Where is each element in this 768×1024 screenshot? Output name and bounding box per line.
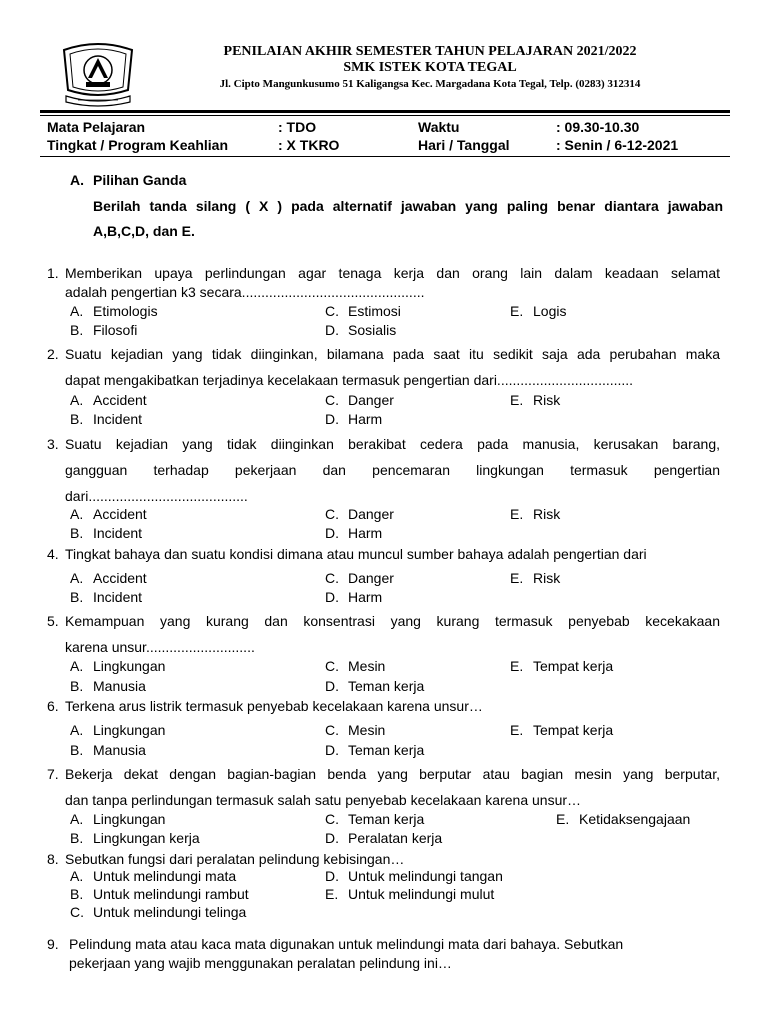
question-text-line: pekerjaan yang wajib menggunakan peralatan pelindung ini… — [69, 955, 452, 971]
option-b: B. Filosofi — [70, 322, 138, 338]
school-address: Jl. Cipto Mangunkusumo 51 Kaligangsa Kec. Margadana Kota Tegal, Telp. (0283) 312314 — [219, 78, 641, 90]
question-text-line: karena unsur............................ — [65, 639, 255, 655]
school-name: SMK ISTEK KOTA TEGAL — [343, 60, 517, 75]
time-value: : 09.30-10.30 — [556, 119, 640, 135]
question-7 — [47, 761, 720, 813]
option-b: B. Incident — [70, 589, 143, 605]
option-b: B. Incident — [70, 411, 143, 427]
question-text-line: adalah pengertian k3 secara............................................... — [65, 284, 425, 300]
option-c: C. Teman kerja — [325, 811, 425, 827]
option-b: B. Lingkungan kerja — [70, 830, 200, 846]
option-a: A. Accident — [70, 506, 147, 522]
section-title: Pilihan Ganda — [93, 172, 187, 188]
question-text-line: Memberikan upaya perlindungan agar tenaga kerja dan orang lain dalam keadaan selamat — [65, 265, 720, 281]
option-c: C. Mesin — [325, 722, 386, 738]
question-text-line: dapat mengakibatkan terjadinya kecelakaan termasuk pengertian dari................................... — [65, 372, 634, 388]
option-b: B. Untuk melindungi rambut — [70, 886, 249, 902]
question-3 — [47, 431, 720, 509]
option-b: B. Incident — [70, 525, 143, 541]
question-number: 9. — [47, 936, 59, 952]
time-label: Waktu — [418, 119, 460, 135]
question-text-line: gangguan terhadap pekerjaan dan pencemaran lingkungan termasuk pengertian — [65, 462, 720, 478]
level-value: : X TKRO — [278, 137, 340, 153]
option-e: E. Risk — [510, 506, 561, 522]
question-number: 5. — [47, 613, 59, 629]
question-text-line: Kemampuan yang kurang dan konsentrasi yang kurang termasuk penyebab kecekakaan — [65, 613, 720, 629]
option-c: C. Estimosi — [325, 303, 401, 319]
instruction-line-1: Berilah tanda silang ( X ) pada alternatif jawaban yang paling benar diantara jawaban — [93, 198, 723, 214]
question-text-line: Suatu kejadian yang tidak diinginkan berakibat cedera pada manusia, kerusakan barang, — [65, 436, 720, 452]
question-number: 1. — [47, 265, 59, 281]
question-2 — [47, 341, 720, 393]
option-d: D. Untuk melindungi tangan — [325, 868, 503, 884]
question-text-line: Tingkat bahaya dan suatu kondisi dimana atau muncul sumber bahaya adalah pengertian dari — [65, 546, 647, 562]
option-d: D. Teman kerja — [325, 742, 425, 758]
option-d: D. Harm — [325, 525, 383, 541]
option-a: A. Lingkungan — [70, 722, 166, 738]
section-letter: A. — [70, 172, 84, 188]
option-d: D. Teman kerja — [325, 678, 425, 694]
option-c: C. Mesin — [325, 658, 386, 674]
question-1 — [47, 264, 720, 302]
option-a: A. Untuk melindungi mata — [70, 868, 237, 884]
header-divider-thick — [40, 110, 730, 113]
question-4 — [47, 545, 720, 564]
question-text-line: dari......................................... — [65, 488, 248, 504]
question-text-line: Terkena arus listrik termasuk penyebab kecelakaan karena unsur… — [65, 698, 483, 714]
option-e: E. Tempat kerja — [510, 658, 614, 674]
question-text-line: Sebutkan fungsi dari peralatan pelindung kebisingan… — [65, 851, 405, 867]
question-text-line: dan tanpa perlindungan termasuk salah satu penyebab kecelakaan karena unsur… — [65, 792, 582, 808]
question-9 — [47, 935, 720, 973]
option-b: B. Manusia — [70, 678, 146, 694]
date-value: : Senin / 6-12-2021 — [556, 137, 679, 153]
option-a: A. Accident — [70, 392, 147, 408]
question-number: 8. — [47, 851, 59, 867]
option-d: D. Harm — [325, 589, 383, 605]
question-text-line: Suatu kejadian yang tidak diinginkan, bilamana pada saat itu sedikit saja ada perubahan maka — [65, 346, 720, 362]
option-b: B. Manusia — [70, 742, 146, 758]
option-a: A. Lingkungan — [70, 811, 166, 827]
option-e: E. Untuk melindungi mulut — [325, 886, 495, 902]
option-d: D. Sosialis — [325, 322, 397, 338]
option-d: D. Harm — [325, 411, 383, 427]
option-a: A. Etimologis — [70, 303, 158, 319]
instruction-line-2: A,B,C,D, dan E. — [93, 223, 195, 239]
exam-title: PENILAIAN AKHIR SEMESTER TAHUN PELAJARAN 2021/2022 — [223, 44, 637, 59]
option-c: C. Untuk melindungi telinga — [70, 904, 247, 920]
question-number: 7. — [47, 766, 59, 782]
question-text-line: Pelindung mata atau kaca mata digunakan untuk melindungi mata dari bahaya. Sebutkan — [69, 936, 624, 952]
subject-label: Mata Pelajaran — [47, 119, 146, 135]
question-8 — [47, 850, 720, 869]
school-logo — [58, 40, 138, 108]
date-label: Hari / Tanggal — [418, 137, 510, 153]
option-e: E. Logis — [510, 303, 567, 319]
option-c: C. Danger — [325, 570, 394, 586]
level-label: Tingkat / Program Keahlian — [47, 137, 229, 153]
question-number: 2. — [47, 346, 59, 362]
option-e: E. Risk — [510, 392, 561, 408]
option-a: A. Lingkungan — [70, 658, 166, 674]
option-a: A. Accident — [70, 570, 147, 586]
question-number: 6. — [47, 698, 59, 714]
subject-value: : TDO — [278, 119, 317, 135]
question-text-line: Bekerja dekat dengan bagian-bagian benda yang berputar atau bagian mesin yang berputar, — [65, 766, 720, 782]
question-number: 4. — [47, 546, 59, 562]
info-divider — [40, 156, 730, 157]
question-number: 3. — [47, 436, 59, 452]
option-c: C. Danger — [325, 392, 394, 408]
option-e: E. Ketidaksengajaan — [556, 811, 691, 827]
header-divider-thin — [40, 115, 730, 116]
question-6 — [47, 697, 720, 716]
option-d: D. Peralatan kerja — [325, 830, 443, 846]
option-e: E. Tempat kerja — [510, 722, 614, 738]
option-e: E. Risk — [510, 570, 561, 586]
question-5 — [47, 608, 720, 660]
option-c: C. Danger — [325, 506, 394, 522]
